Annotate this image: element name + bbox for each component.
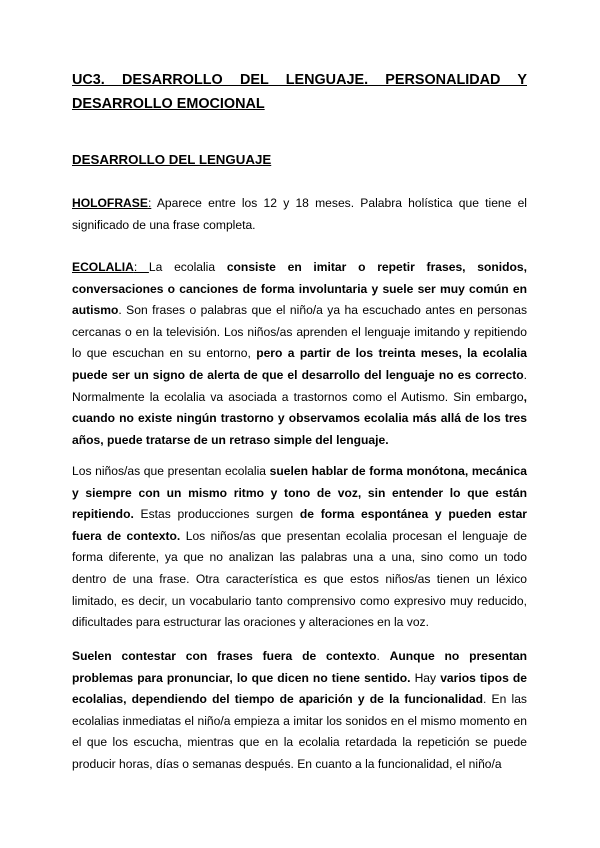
para4-bold-3: varios tipos de ecolalias, dependiendo del tiempo de aparición y de la funcionalidad [72,670,528,707]
ecolalia-text-3: . Normalmente la ecolalia va asociada a trastornos como el Autismo. Sin embargo [72,367,527,404]
para4-text-3: . En las ecolalias inmediatas el niño/a empieza a imitar los sonidos en el mismo momento en el que los escucha, mientras que en la ecolalia retardada la repetición se puede producir horas, días o semanas después. En cuanto a la funcionalidad, el niño/a [72,692,527,771]
holofrase-text: Aparece entre los 12 y 18 meses. Palabra holística que tiene el significado de una frase completa. [72,196,527,232]
ecolalia-term: ECOLALIA [72,260,134,274]
para3-text-1: Los niños/as que presentan ecolalia [72,464,270,478]
para3-text-2: Estas producciones surgen [133,507,300,522]
para3-text-3: Los niños/as que presentan ecolalia procesan el lenguaje de forma diferente, ya que no analizan las palabras una a una, sino como un todo dentro de una frase. Otra característica es que estos niños/as tienen un léxico limitado, es decir, un vocabulario tanto comprensivo como expresivo muy reducido, dificultades para estructurar las oraciones y alteraciones en la voz. [72,528,527,630]
ecolalia-bold-3: , cuando no existe ningún trastorno y observamos ecolalia más allá de los tres años, puede tratarse de un retraso simple del lenguaje. [72,389,527,447]
ecolalia-characteristics-paragraph [72,461,527,634]
para3-bold-2: de forma espontánea y pueden estar fuera de contexto. [72,507,527,543]
holofrase-term: HOLOFRASE [72,196,148,210]
ecolalia-paragraph [72,257,527,451]
para4-text-1: . [376,649,390,663]
ecolalia-bold-2: pero a partir de los treinta meses, la ecolalia puede ser un signo de alerta de que el desarrollo del lenguaje no es correcto [72,346,528,382]
title-line-1: UC3. DESARROLLO DEL LENGUAJE. PERSONALIDAD Y [72,72,527,88]
holofrase-paragraph [72,193,527,236]
ecolalia-text-2: . Son frases o palabras que el niño/a ya ha escuchado antes en personas cercanas o en la televisión. Los niños/as aprenden el lenguaje imitando y repitiendo lo que escuchan en su entorno, [72,303,527,361]
page-content [72,69,528,771]
document-title [72,69,527,116]
ecolalia-types-paragraph [72,646,527,776]
holofrase-colon: : [147,196,152,210]
para4-text-2: Hay [410,670,441,685]
ecolalia-text-1: La ecolalia [148,260,227,274]
title-line-2: DESARROLLO EMOCIONAL [72,95,265,112]
section-heading: DESARROLLO DEL LENGUAJE [72,152,272,167]
para3-bold-1: suelen hablar de forma monótona, mecánica y siempre con un mismo ritmo y tono de voz, sin entender lo que están repitiendo. [72,464,527,522]
ecolalia-bold-1: consiste en imitar o repetir frases, sonidos, conversaciones o canciones de forma involuntaria y suele ser muy común en autismo [72,260,527,318]
para4-bold-1: Suelen contestar con frases fuera de contexto [72,649,377,663]
para4-bold-2: Aunque no presentan problemas para pronunciar, lo que dicen no tiene sentido. [72,649,527,685]
ecolalia-colon: : [133,260,149,274]
